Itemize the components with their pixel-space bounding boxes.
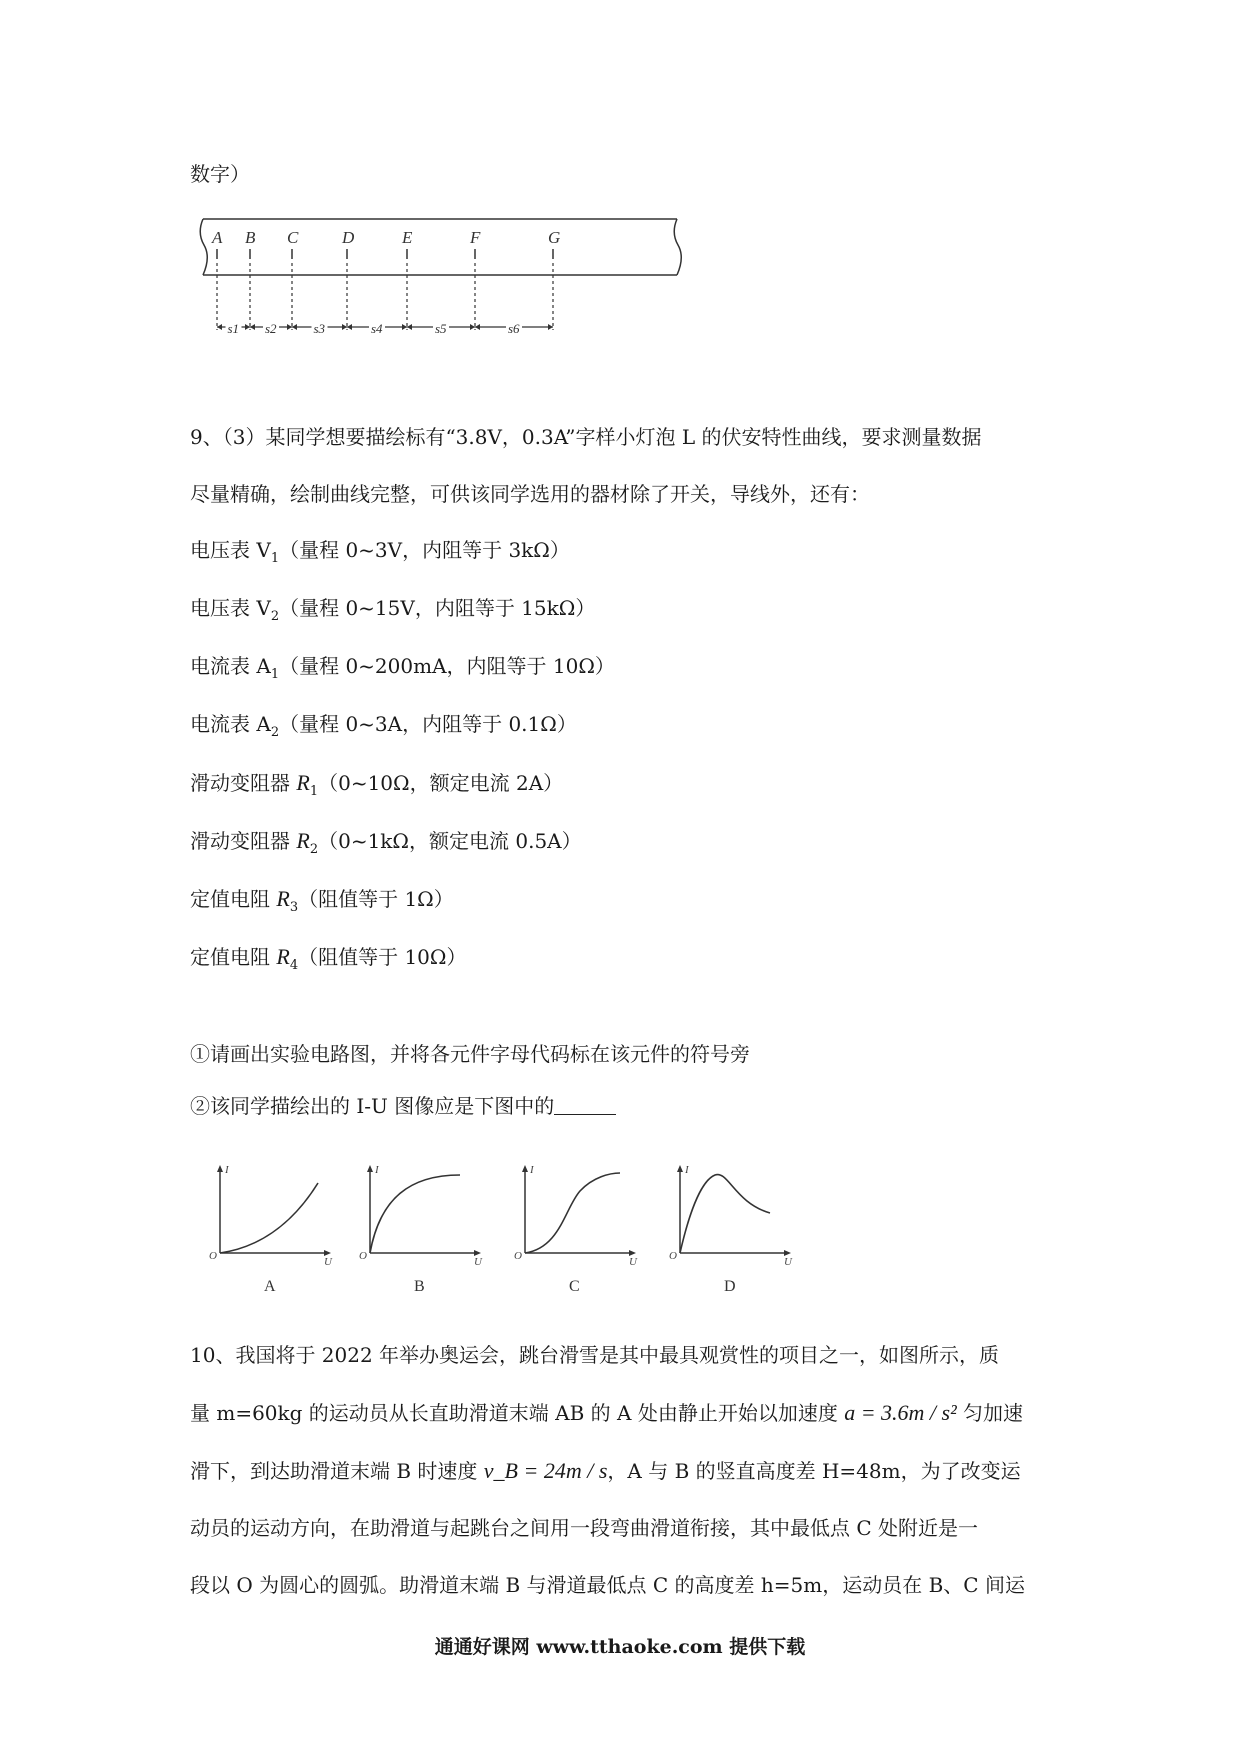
q10-line3a: 滑下，到达助滑道末端 B 时速度 xyxy=(190,1459,484,1483)
equipment-symbol: R xyxy=(296,828,310,853)
tape-gap-arrow xyxy=(407,324,412,330)
q10-line3 xyxy=(190,1458,1021,1484)
equipment-name: 电压表 V xyxy=(190,538,271,562)
intro-text: 数字） xyxy=(190,162,250,186)
iu-graphs-svg xyxy=(198,1158,838,1303)
iu-curve xyxy=(680,1174,770,1253)
ticker-tape-svg xyxy=(195,215,695,355)
tape-gap-arrow xyxy=(475,324,480,330)
ticker-tape-figure xyxy=(195,215,695,355)
tape-gap-arrow xyxy=(250,324,255,330)
iu-graph-label: C xyxy=(569,1278,580,1295)
equipment-item xyxy=(190,654,615,683)
equipment-item xyxy=(190,886,454,916)
tape-gap-label: s6 xyxy=(508,321,520,336)
equipment-spec: （量程 0~3A，内阻等于 0.1Ω） xyxy=(279,712,577,736)
tape-points xyxy=(211,228,560,330)
tape-gap-arrow xyxy=(342,324,347,330)
equipment-subscript: 1 xyxy=(270,551,280,566)
iu-axis-x-label: U xyxy=(324,1256,332,1268)
tape-point-label: G xyxy=(548,228,561,247)
footer: 通通好课网 www.tthaoke.com 提供下载 xyxy=(434,1636,806,1658)
iu-graph-label: D xyxy=(724,1278,736,1295)
iu-curve xyxy=(525,1173,620,1253)
iu-graph xyxy=(669,1164,793,1295)
iu-curve xyxy=(220,1183,318,1253)
q9-part2-text: ②该同学描绘出的 I-U 图像应是下图中的 xyxy=(190,1094,555,1118)
iu-axis-x-label: U xyxy=(474,1256,482,1268)
equipment-spec: （阻值等于 1Ω） xyxy=(298,887,454,911)
equipment-spec: （量程 0~15V，内阻等于 15kΩ） xyxy=(279,596,596,620)
iu-graph-label: B xyxy=(414,1278,425,1295)
tape-gap-arrow xyxy=(347,324,352,330)
q10-line2 xyxy=(190,1400,1023,1426)
tape-gap-label: s5 xyxy=(435,321,447,336)
equipment-subscript: 1 xyxy=(309,784,319,799)
equipment-name: 电流表 A xyxy=(190,654,271,678)
tape-gap-arrow xyxy=(245,324,250,330)
iu-curve xyxy=(370,1175,460,1253)
equipment-symbol: R xyxy=(276,944,290,969)
iu-graph xyxy=(514,1164,638,1295)
iu-origin-label: O xyxy=(209,1250,217,1262)
answer-blank xyxy=(554,1096,616,1115)
equipment-name: 定值电阻 xyxy=(190,945,277,969)
equipment-spec: （阻值等于 10Ω） xyxy=(298,945,467,969)
equipment-item xyxy=(190,944,466,974)
equipment-subscript: 2 xyxy=(309,842,319,857)
equipment-spec: （0~1kΩ，额定电流 0.5A） xyxy=(318,829,582,853)
iu-y-arrow xyxy=(522,1165,528,1172)
iu-axis-x-label: U xyxy=(784,1256,792,1268)
iu-axis-y-label: I xyxy=(225,1164,229,1176)
tape-gap-arrow xyxy=(470,324,475,330)
equipment-name: 定值电阻 xyxy=(190,887,277,911)
equipment-name: 电压表 V xyxy=(190,596,271,620)
q9-line2: 尽量精确，绘制曲线完整，可供该同学选用的器材除了开关，导线外，还有： xyxy=(190,482,870,506)
iu-y-arrow xyxy=(677,1165,683,1172)
equipment-name: 滑动变阻器 xyxy=(190,829,297,853)
equipment-name: 电流表 A xyxy=(190,712,271,736)
iu-y-arrow xyxy=(217,1165,223,1172)
q10-line4: 动员的运动方向，在助滑道与起跳台之间用一段弯曲滑道衔接，其中最低点 C 处附近是一 xyxy=(190,1516,979,1540)
tape-point-label: F xyxy=(470,228,481,247)
iu-graph-label: A xyxy=(264,1278,276,1295)
tape-gap-arrow xyxy=(287,324,292,330)
iu-origin-label: O xyxy=(514,1250,522,1262)
tape-point-label: D xyxy=(342,228,355,247)
iu-graphs xyxy=(198,1158,838,1303)
q10-line5: 段以 O 为圆心的圆弧。助滑道末端 B 与滑道最低点 C 的高度差 h=5m，运动员在 B、C 间运 xyxy=(190,1573,1025,1597)
tape-point-label: E xyxy=(402,228,413,247)
q9-part1: ①请画出实验电路图，并将各元件字母代码标在该元件的符号旁 xyxy=(190,1042,750,1066)
q10-formula-a: a = 3.6m / s² xyxy=(844,1400,957,1425)
iu-axis-y-label: I xyxy=(685,1164,689,1176)
equipment-subscript: 1 xyxy=(270,667,280,682)
equipment-spec: （量程 0~200mA，内阻等于 10Ω） xyxy=(279,654,615,678)
q9-part2 xyxy=(190,1094,616,1118)
equipment-subscript: 3 xyxy=(289,900,299,915)
q10-line2b: 匀加速 xyxy=(956,1401,1024,1425)
q10-line1: 10、我国将于 2022 年举办奥运会，跳台滑雪是其中最具观赏性的项目之一，如图所示，质 xyxy=(190,1343,1000,1367)
equipment-symbol: R xyxy=(296,770,310,795)
tape-gap-label: s3 xyxy=(313,321,326,336)
tape-point-label: B xyxy=(245,228,256,247)
tape-gap-label: s2 xyxy=(265,321,277,336)
iu-graph xyxy=(209,1164,333,1295)
q9-line1: 9、（3）某同学想要描绘标有“3.8V，0.3A”字样小灯泡 L 的伏安特性曲线，要求测量数据 xyxy=(190,425,982,449)
q10-line2a: 量 m=60kg 的运动员从长直助滑道末端 AB 的 A 处由静止开始以加速度 xyxy=(190,1401,845,1425)
tape-gap-arrow xyxy=(402,324,407,330)
tape-gap-arrow xyxy=(292,324,297,330)
iu-y-arrow xyxy=(367,1165,373,1172)
equipment-item xyxy=(190,538,570,567)
equipment-item xyxy=(190,828,582,858)
tape-gap-label: s4 xyxy=(371,321,383,336)
equipment-subscript: 4 xyxy=(289,958,299,973)
equipment-name: 滑动变阻器 xyxy=(190,771,297,795)
tape-gap-arrow xyxy=(217,324,222,330)
equipment-spec: （量程 0~3V，内阻等于 3kΩ） xyxy=(279,538,570,562)
equipment-spec: （0~10Ω，额定电流 2A） xyxy=(318,771,564,795)
equipment-symbol: R xyxy=(276,886,290,911)
equipment-subscript: 2 xyxy=(270,609,280,624)
equipment-item xyxy=(190,770,563,800)
equipment-subscript: 2 xyxy=(270,725,280,740)
tape-gap-arrow xyxy=(548,324,553,330)
tape-point-label: A xyxy=(212,228,223,247)
iu-graph xyxy=(359,1164,483,1295)
iu-axis-x-label: U xyxy=(629,1256,637,1268)
iu-origin-label: O xyxy=(359,1250,367,1262)
iu-origin-label: O xyxy=(669,1250,677,1262)
equipment-item xyxy=(190,596,595,625)
tape-point-label: C xyxy=(287,228,299,247)
iu-axis-y-label: I xyxy=(375,1164,379,1176)
equipment-item xyxy=(190,712,577,741)
q10-line3b: ，A 与 B 的竖直高度差 H=48m，为了改变运 xyxy=(607,1459,1021,1483)
tape-gap-label: s1 xyxy=(227,321,240,336)
q10-formula-v: v_B = 24m / s xyxy=(483,1458,608,1483)
iu-axis-y-label: I xyxy=(530,1164,534,1176)
tape-gaps xyxy=(217,319,553,337)
